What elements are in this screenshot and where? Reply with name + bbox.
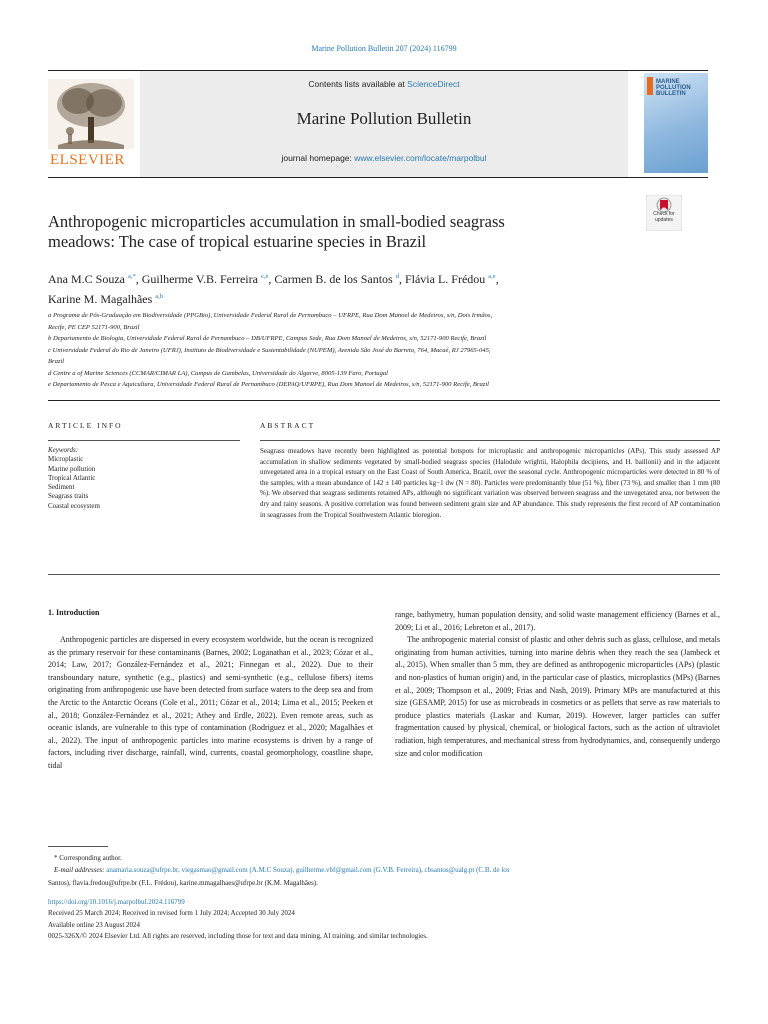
cover-title: MARINE POLLUTION BULLETIN [656, 79, 691, 97]
journal-reference[interactable]: Marine Pollution Bulletin 207 (2024) 116799 [311, 44, 457, 53]
article-info-heading: ARTICLE INFO [48, 421, 123, 430]
keyword: Sediment [48, 483, 75, 492]
author-name[interactable]: Karine M. Magalhães [48, 292, 153, 306]
article-title [48, 212, 628, 252]
cover-stripe [647, 77, 653, 95]
title-line-1: Anthropogenic microparticles accumulation in small-bodied seagrass [48, 212, 505, 231]
keywords-block [48, 446, 238, 511]
doi-link[interactable]: https://doi.org/10.1016/j.marpolbul.2024.116799 [48, 898, 185, 906]
journal-cover-thumbnail[interactable] [644, 73, 708, 173]
journal-masthead [48, 70, 708, 178]
corresponding-author-note: * Corresponding author. [54, 854, 122, 862]
publisher-wordmark[interactable]: ELSEVIER [50, 152, 125, 168]
affiliation-line: c Universidade Federal do Rio de Janeiro (UFRJ), Instituto de Biodiversidade e Sustentabilidade (NUPEM), Avenida São José do Barreto, 764, Macaé, RJ 27965-045, [48, 346, 491, 354]
check-for-updates-label: Check for updates [653, 211, 675, 223]
keyword: Tropical Atlantic [48, 473, 96, 482]
abstract-text: Seagrass meadows have recently been highlighted as potential hotspots for microplastic and anthropogenic microparticles (APs). This study assessed AP accumulation in shallow sediments vegetated by small-bodied seagrass species (Halodule wrightii, Halophila decipiens, and H. baillonii) and in the adjacent unvegetated area in a tropical estuary on the East Coast of South America, Brazil, over the seasonal cycle. Anthropogenic microparticles were detected in 80 % of the samples, with a mean abundance of 142 ± 140 particles kg−1 dw (N = 80). Particles were predominantly blue (51 %), fiber (73 %), and smaller than 1 mm (80 %). We observed that seagrass sediments retained APs, although no significant variation was observed between seagrass and the unvegetated area, nor between the dry and rainy seasons. A positive correlation was found between sediment grain size and AP abundance. This study represents the first record of AP contamination in seagrasses from the Tropical Southwestern Atlantic bioregion. [260, 447, 720, 519]
keywords-label: Keywords: [48, 446, 79, 454]
email-addresses [48, 864, 720, 876]
divider [48, 574, 720, 575]
body-paragraph: Anthropogenic particles are dispersed in every ecosystem worldwide, but the ocean is recognized as the primary reservoir for these contaminants (Barnes, 2002; Loganathan et al., 2023; Cózar et al., 2014; Law, 2017; González-Fernández et al., 2021; Finnegan et al., 2022). Due to their transboundary nature, synthetic (e.g., plastics) and semi-synthetic (e.g., cellulose fibers) items originating from anthropogenic use have been detected from surface waters to the deep sea and from the Arctic to the Antarctic Oceans (Cole et al., 2011; Cózar et al., 2014; Lima et al., 2015; Peeken et al., 2018; González-Fernández et al., 2021; Athey and Erdle, 2022). Even remote areas, such as oceanic islands, are vulnerable to this type of contamination (Rodriguez et al., 2020; Magalhães et al., 2022). The input of anthropogenic particles into marine ecosystems is driven by a range of factors, including river discharge, rainfall, wind, currents, coastal geomorphology, coastline shape, tidal [48, 635, 373, 770]
journal-title: Marine Pollution Bulletin [296, 109, 472, 128]
received-dates: Received 25 March 2024; Received in revised form 1 July 2024; Accepted 30 July 2024 [48, 909, 295, 918]
introduction-heading: 1. Introduction [48, 608, 100, 617]
body-paragraph: range, bathymetry, human population density, and solid waste management efficiency (Barnes et al., 2009; Li et al., 2016; Lebreton et al., 2017). [395, 610, 720, 632]
divider [260, 440, 720, 441]
keyword: Coastal ecosystem [48, 501, 100, 510]
keyword: Microplastic [48, 455, 84, 464]
title-line-2: meadows: The case of tropical estuarine species in Brazil [48, 232, 427, 251]
sciencedirect-link[interactable]: ScienceDirect [407, 79, 460, 89]
copyright: 0025-326X/© 2024 Elsevier Ltd. All rights are reserved, including those for text and data mining, AI training, and similar technologies. [48, 932, 428, 941]
author-name[interactable]: Carmen B. de los Santos [274, 272, 393, 286]
homepage-line [140, 153, 628, 163]
author-name[interactable]: Guilherme V.B. Ferreira [141, 272, 258, 286]
author-name[interactable]: Flávia L. Frédou [404, 272, 486, 286]
affiliation-line: d Centre a of Marine Sciences (CCMAR/CIMAR LA), Campus de Gambelas, Universidade do Algarve, 8005-139 Faro, Portugal [48, 369, 389, 377]
affiliations [48, 310, 668, 391]
publication-info [48, 897, 720, 943]
affiliation-line: b Departamento de Biologia, Universidade Federal Rural de Pernambuco – DB/UFRPE, Campus Sede, Rua Dom Manoel de Medeiros, s/n, 52171-900 Recife, Brazil [48, 335, 487, 342]
author-affil-sup[interactable]: d [395, 273, 399, 280]
email-links[interactable]: anamaria.souza@ufrpe.br, viegasmao@gmail.com (A.M.C Souza), guilherme.vbf@gmail.com (G.V.B. Ferreira), cbsantos@ualg.pt (C.B. de los [106, 866, 510, 875]
footnote-divider [48, 846, 108, 847]
affiliation-line: e Departamento de Pesca e Aquicultura, Universidade Federal Rural de Pernambuco (DEPAQ/UFRPE), Rua Dom Manoel de Medeiros, s/n, 52171-900 Recife, Brazil [48, 381, 490, 388]
homepage-prefix: journal homepage: [281, 153, 355, 163]
affiliation-line: a Programa de Pós-Graduação em Biodiversidade (PPGBio), Universidade Federal Rural de Pernambuco – UFRPE, Rua Dom Manoel de Medeiros, s/n, Dois Irmãos, [48, 312, 493, 319]
affiliation-line: Recife, PE CEP 52171-900, Brazil [48, 323, 140, 331]
body-column-left [48, 634, 373, 773]
email-addresses-cont[interactable]: Santos), flavia.fredou@ufrpe.br (F.L. Frédou), karine.mmagalhaes@ufrpe.br (K.M. Magalhães). [48, 878, 318, 887]
author-affil-sup[interactable]: a,* [128, 273, 136, 280]
author-list: Ana M.C Souza $^{a,*}$, Guilherme V.B. Ferreira $^{c,e}$, Carmen B. de los Santos $^d$, Flávia L. Frédou $^{a,e}$, Karine M. Magalhães $^{a,b}$ [48, 272, 499, 306]
divider [48, 440, 240, 441]
contents-prefix: Contents lists available at [308, 79, 408, 89]
keyword: Seagrass traits [48, 492, 89, 501]
footnotes [48, 852, 720, 889]
abstract-heading: ABSTRACT [260, 421, 316, 430]
author-affil-sup[interactable]: a,e [488, 273, 496, 280]
body-column-right [395, 609, 720, 760]
author-name[interactable]: Ana M.C Souza [48, 272, 125, 286]
available-online: Available online 23 August 2024 [48, 920, 141, 929]
body-paragraph: The anthropogenic material consist of plastic and other debris such as glass, cellulose, and metals originating from human activities, turning into marine debris when they reach the sea (Jambeck et al., 2015). When smaller than 5 mm, they are defined as anthropogenic microparticles (APs) (plastic and non-plastics of human origin) and, in the particular case of plastics, microplastics (MPs) (Barnes et al., 2009; Thompson et al., 2009; Frias and Nash, 2019). Primary MPs are manufactured at this size (GESAMP, 2015) for use as microbeads in cosmetics or as pellets that serve as raw materials to produce plastics materials (Laskar and Kumar, 2019). However, larger particles can suffer fragmentation caused by physical, chemical, or biological factors, such as the action of ultraviolet radiation, high temperatures, and mechanical stress from hydrodynamics, and, consequently undergo size and color modification [395, 635, 720, 758]
contents-line [140, 79, 628, 89]
author-affil-sup[interactable]: c,e [260, 273, 269, 280]
divider [48, 400, 720, 401]
author-affil-sup[interactable]: a,b [155, 293, 164, 300]
affiliation-line: Brazil [48, 358, 65, 365]
masthead-center [140, 71, 628, 177]
keyword: Marine pollution [48, 464, 96, 473]
homepage-link[interactable]: www.elsevier.com/locate/marpolbul [354, 153, 487, 163]
email-label: E-mail addresses: [54, 866, 105, 875]
